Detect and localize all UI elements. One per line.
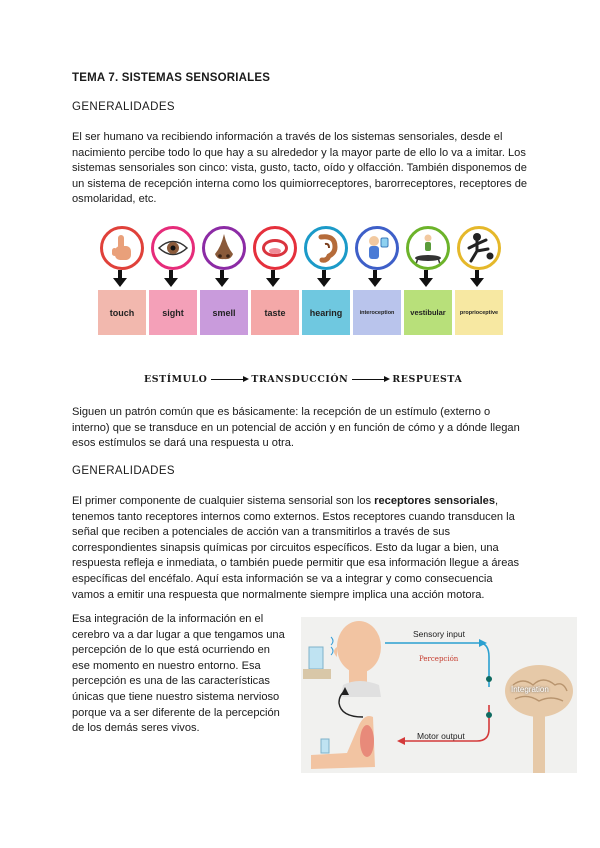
sense-proprioceptive [455, 226, 503, 338]
paragraph-3: El primer componente de cualquier sistema sensorial son los receptores sensoriales, tenemos tanto receptores internos como externos. Estos receptores cuando transducen la señal que reciben a potenciales de acción van a transmitirlos a través de sus correspondientes sinapsis químicas por circuitos específicos. Esto da lugar a bien, una respuesta refleja e inmediata, o también puede permitir que esa información llegue a áreas específicas del encéfalo. Aquí esta información se va a integrar y como consecuencia vamos a emitir una respuesta que normalmente siempre implica una acción motora. [72, 495, 520, 601]
arrow-right-icon [211, 379, 247, 381]
sense-label: sight [149, 290, 197, 335]
flow-step-transduction: TRANSDUCCIÓN [251, 374, 349, 385]
arrow-down-icon [112, 270, 128, 288]
sense-label: interoception [353, 290, 401, 335]
arrow-down-icon [469, 270, 485, 288]
sense-hearing [302, 226, 350, 338]
stimulus-response-flow [144, 374, 462, 385]
motor-output-label: Motor output [417, 731, 465, 741]
integration-illustration [301, 617, 577, 773]
nose-icon [202, 226, 246, 270]
interoception-icon [355, 226, 399, 270]
sense-label: proprioceptive [455, 290, 503, 335]
arrow-down-icon [418, 270, 434, 288]
sense-sight [149, 226, 197, 338]
hand-icon [100, 226, 144, 270]
integration-figure [301, 617, 577, 773]
arrow-down-icon [367, 270, 383, 288]
mouth-icon [253, 226, 297, 270]
paragraph-1: El ser humano va recibiendo información a través de los sistemas sensoriales, desde el nacimiento percibe todo lo que hay a su alrededor y la mayor parte de ello lo va a imitar. Los sistemas sensoriales son cinco: vista, gusto, tacto, oído y olfacción. También disponemos de un sistema de recepción interna como los quimiorreceptores, barorreceptores, receptores de osmolaridad, etc. [72, 131, 528, 206]
kick-icon [457, 226, 501, 270]
sense-label: smell [200, 290, 248, 335]
eye-icon [151, 226, 195, 270]
bold-term: receptores sensoriales [374, 495, 496, 507]
arrow-down-icon [163, 270, 179, 288]
trampoline-icon [406, 226, 450, 270]
section-heading-1: GENERALIDADES [72, 101, 175, 113]
sense-interoception [353, 226, 401, 338]
section-heading-2: GENERALIDADES [72, 465, 175, 477]
sense-label: touch [98, 290, 146, 335]
sense-label: taste [251, 290, 299, 335]
senses-diagram [98, 226, 502, 344]
arrow-right-icon [352, 379, 388, 381]
sense-label: vestibular [404, 290, 452, 335]
page-title: TEMA 7. SISTEMAS SENSORIALES [72, 72, 271, 84]
flow-step-stimulus: ESTÍMULO [144, 374, 208, 385]
sensory-input-label: Sensory input [413, 629, 465, 639]
sense-touch [98, 226, 146, 338]
paragraph-4: Esa integración de la información en el cerebro va a dar lugar a que tengamos una percepción de lo que está ocurriendo en ese momento en nuestro entorno. Esa percepción es una de las características únicas que tiene nuestro sistema nervioso porque va a ser diferente de la percepción de los demás seres vivos. [72, 613, 285, 735]
ear-icon [304, 226, 348, 270]
arrow-down-icon [214, 270, 230, 288]
sense-smell [200, 226, 248, 338]
paragraph-2: Siguen un patrón común que es básicamente: la recepción de un estímulo (externo o interno) que se transduce en un potencial de acción y en función de cómo y a dónde llegan esos estímulos se dará una respuesta u otra. [72, 406, 520, 450]
sense-label: hearing [302, 290, 350, 335]
perception-label: Percepción [419, 655, 459, 663]
integration-label: Integration [511, 685, 549, 694]
flow-step-response: RESPUESTA [392, 374, 463, 385]
sense-taste [251, 226, 299, 338]
arrow-down-icon [265, 270, 281, 288]
arrow-down-icon [316, 270, 332, 288]
sense-vestibular [404, 226, 452, 338]
